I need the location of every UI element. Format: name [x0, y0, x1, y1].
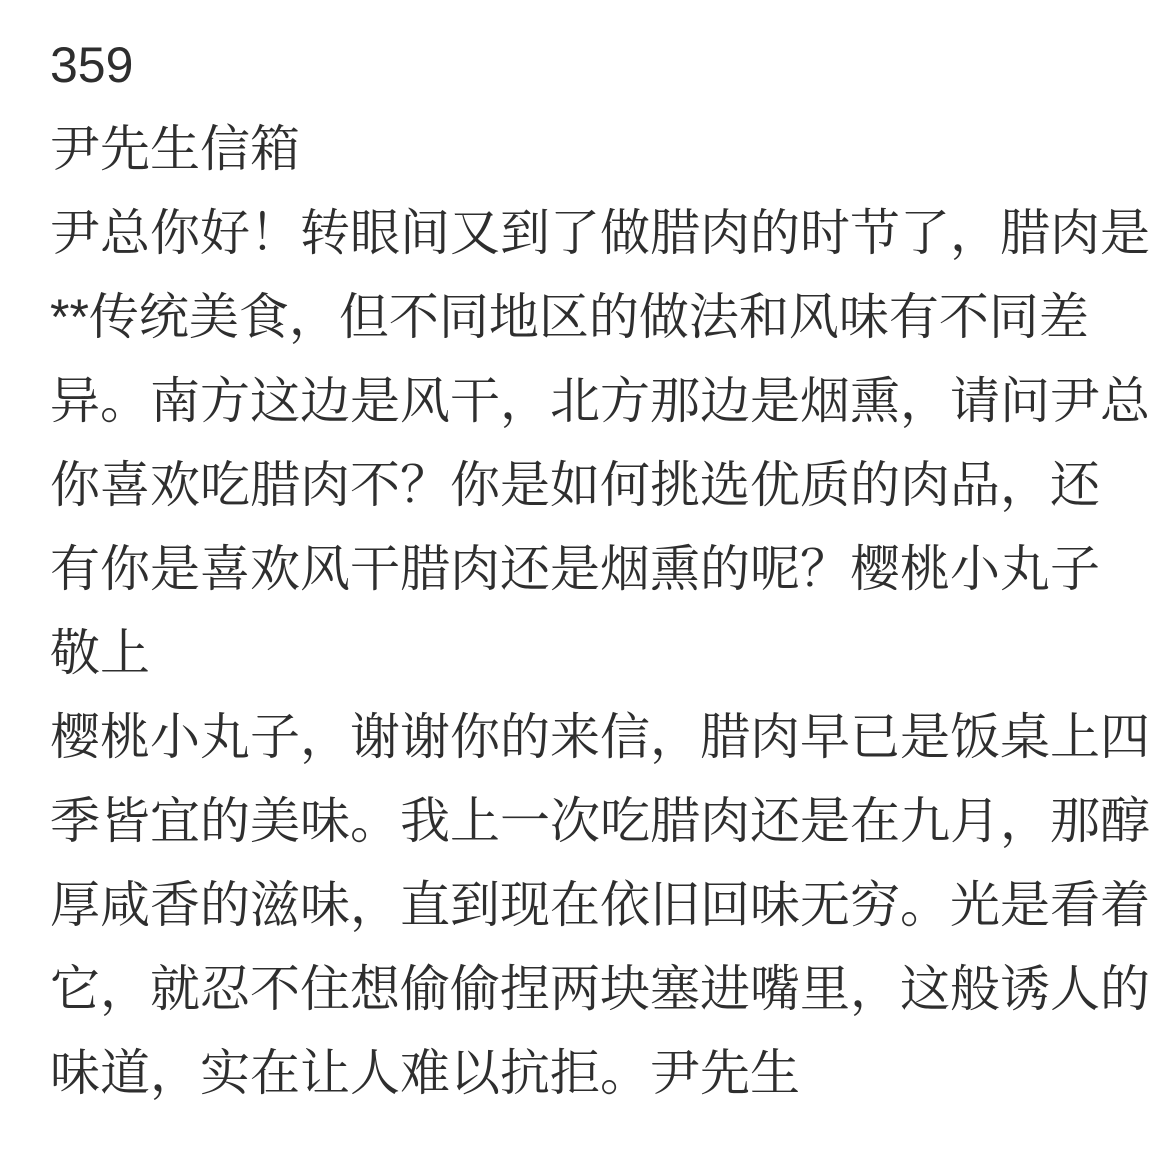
letter-line: 异。南方这边是风干，北方那边是烟熏，请问尹总 [50, 373, 1150, 429]
letter-line: 有你是喜欢风干腊肉还是烟熏的呢？樱桃小丸子 [50, 541, 1100, 597]
reply-line: 厚咸香的滋味，直到现在依旧回味无穷。光是看着 [50, 877, 1150, 933]
column-title: 尹先生信箱 [50, 121, 300, 177]
letter-line: 你喜欢吃腊肉不？你是如何挑选优质的肉品，还 [50, 457, 1100, 513]
letter-signoff: 敬上 [50, 625, 150, 681]
reply-line: 它，就忍不住想偷偷捏两块塞进嘴里，这般诱人的 [50, 961, 1150, 1017]
reply-signature: 味道，实在让人难以抗拒。尹先生 [50, 1045, 800, 1101]
letter-line: 尹总你好！转眼间又到了做腊肉的时节了，腊肉是 [50, 205, 1150, 261]
reader-letter [50, 191, 1162, 695]
editor-reply [50, 695, 1162, 1115]
reply-line: 樱桃小丸子，谢谢你的来信，腊肉早已是饭桌上四 [50, 709, 1150, 765]
issue-number: 359 [50, 37, 134, 93]
reply-line: 季皆宜的美味。我上一次吃腊肉还是在九月，那醇 [50, 793, 1150, 849]
letter-line: **传统美食，但不同地区的做法和风味有不同差 [50, 289, 1089, 345]
